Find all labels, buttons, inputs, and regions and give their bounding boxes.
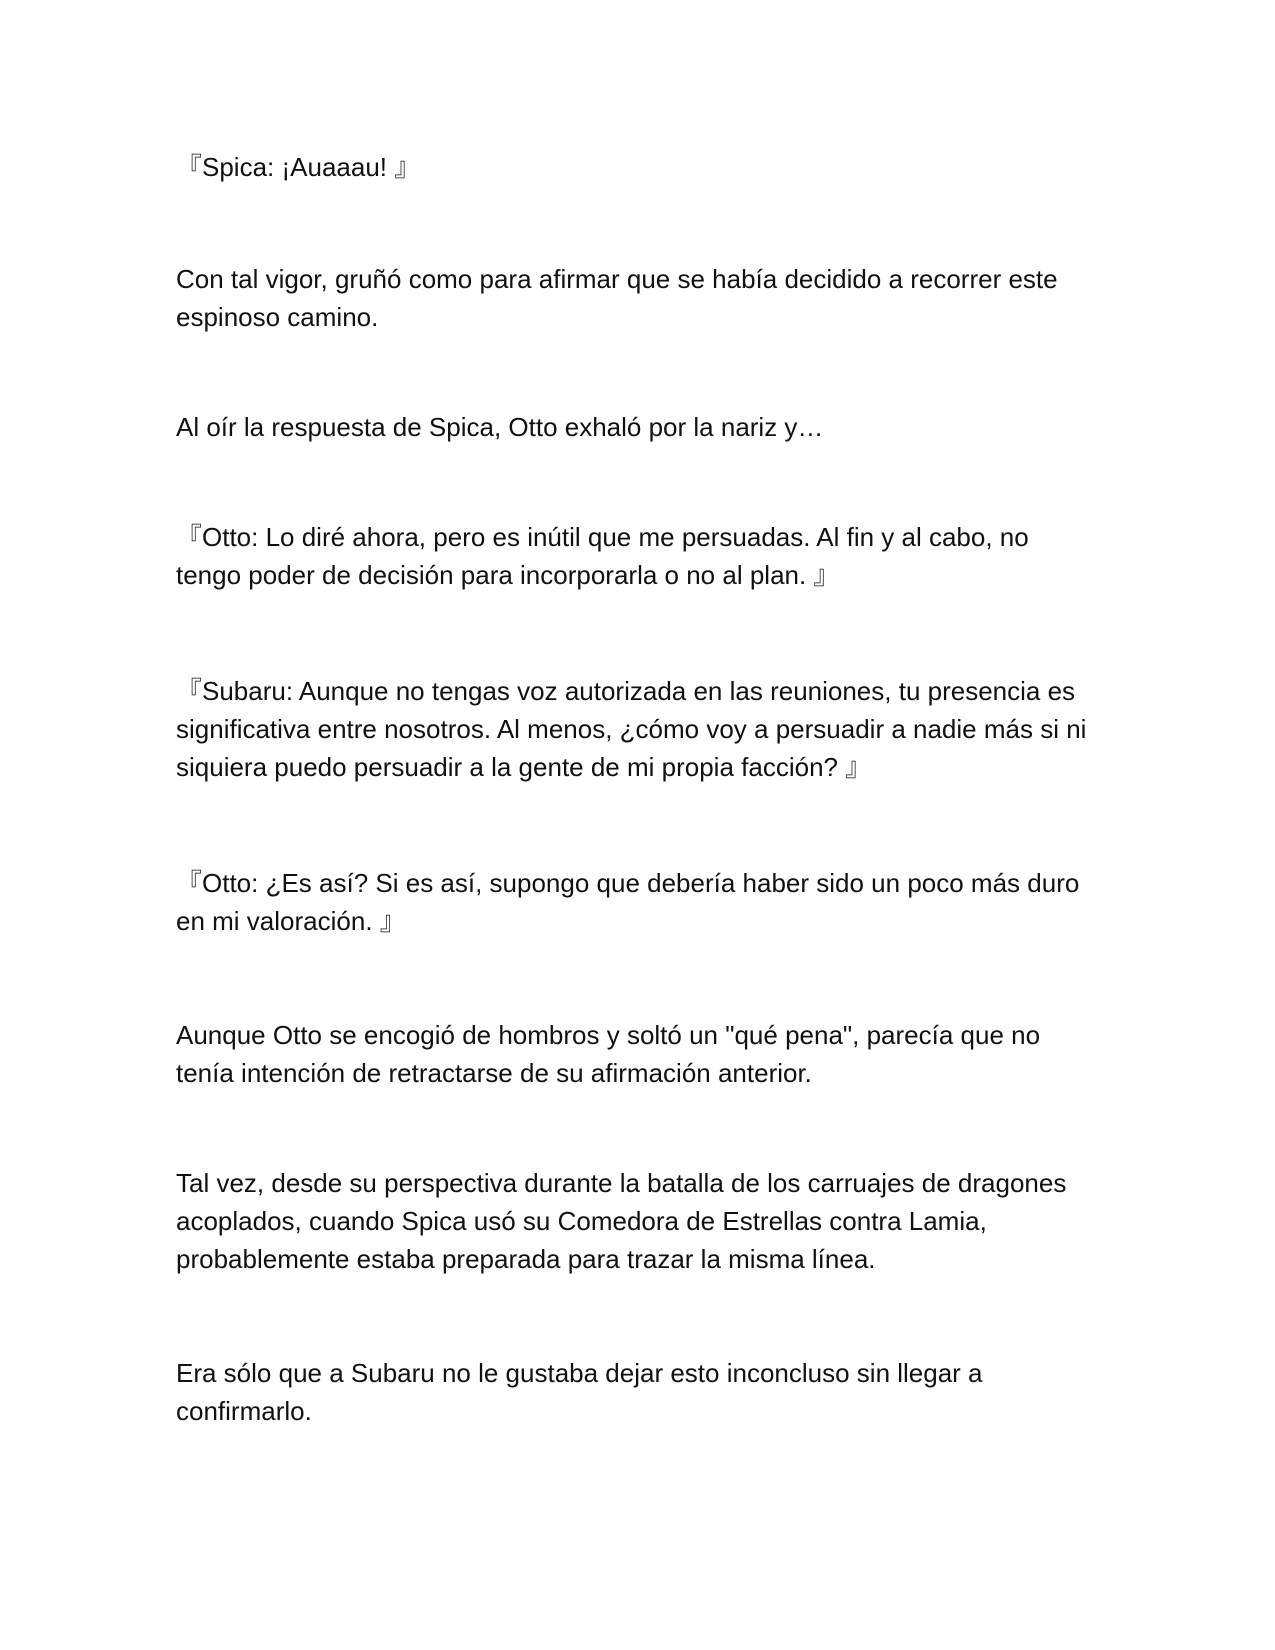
dialogue-otto: 『Otto: ¿Es así? Si es así, supongo que debería haber sido un poco más duro en mi valoración. 』 (176, 868, 1087, 936)
narration-paragraph: Tal vez, desde su perspectiva durante la batalla de los carruajes de dragones acoplados, cuando Spica usó su Comedora de Estrellas contra Lamia, probablemente estaba preparada para trazar la misma línea. (176, 1168, 1074, 1274)
narration-paragraph: Al oír la respuesta de Spica, Otto exhaló por la nariz y… (176, 412, 824, 442)
dialogue-subaru: 『Subaru: Aunque no tengas voz autorizada en las reuniones, tu presencia es significativa entre nosotros. Al menos, ¿cómo voy a persuadir a nadie más si ni siquiera puedo persuadir a la gente de mi propia facción? 』 (176, 676, 1094, 782)
narration-paragraph: Aunque Otto se encogió de hombros y soltó un "qué pena", parecía que no tenía intención de retractarse de su afirmación anterior. (176, 1020, 1048, 1088)
narration-paragraph: Era sólo que a Subaru no le gustaba dejar esto inconcluso sin llegar a confirmarlo. (176, 1358, 990, 1426)
dialogue-spica: 『Spica: ¡Auaaau! 』 (176, 152, 421, 182)
narration-paragraph: Con tal vigor, gruñó como para afirmar que se había decidido a recorrer este espinoso camino. (176, 264, 1065, 332)
dialogue-otto: 『Otto: Lo diré ahora, pero es inútil que me persuadas. Al fin y al cabo, no tengo poder de decisión para incorporarla o no al plan. 』 (176, 522, 1036, 590)
